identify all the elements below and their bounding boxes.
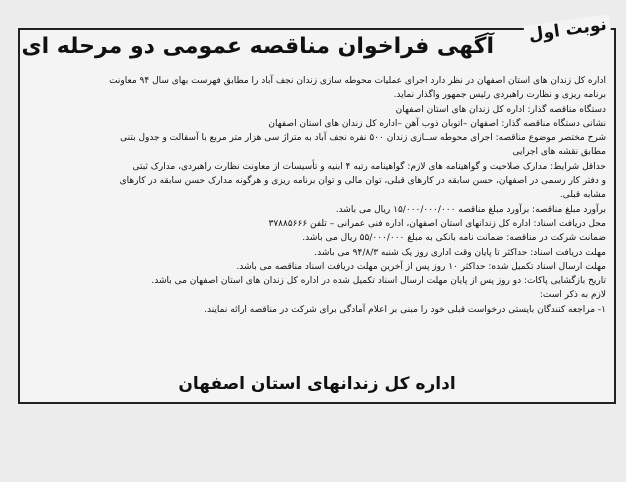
body-line: ضمانت شرکت در مناقصه: ضمانت نامه بانکی به مبلغ ۵۵/۰۰۰/۰۰۰ ریال می باشد.: [302, 233, 606, 244]
body-line: برنامه ریزی و نظارت راهبردی رئیس جمهور واگذار نماید.: [393, 90, 606, 101]
body-line: شرح مختصر موضوع مناقصه: اجرای محوطه ســازی زندان ۵۰۰ نفره نجف آباد به متراژ سی هزار متر مربع با آسفالت و جدول بتنی: [120, 133, 606, 144]
body-line: اداره کل زندان های استان اصفهان در نظر دارد اجرای عملیات محوطه سازی زندان نجف آباد را مطابق فهرست بهای سال ۹۴ معاونت: [109, 76, 606, 86]
body-line: مطابق نقشه های اجرایی: [512, 147, 606, 158]
issuer-signature: اداره کل زندانهای استان اصفهان: [178, 374, 456, 394]
announcement-body: [26, 74, 606, 317]
body-line: دستگاه مناقصه گذار: اداره کل زندان های استان اصفهان: [395, 104, 606, 115]
body-line: نشانی دستگاه مناقصه گذار: اصفهان –اتوبان ذوب آهن –اداره کل زندان های استان اصفهان: [268, 118, 606, 129]
body-line: مشابه قبلی.: [559, 190, 606, 201]
body-line: حداقل شرایط: مدارک صلاحیت و گواهینامه های لازم: گواهینامه رتبه ۴ ابنیه و تأسیسات از معاونت نظارت راهبردی، مدارک ثبتی: [132, 161, 606, 172]
announcement-title: آگهی فراخوان مناقصه عمومی دو مرحله ای: [21, 34, 494, 59]
body-line: برآورد مبلغ مناقصه: برآورد مبلغ مناقصه ۱۵/۰۰۰/۰۰۰/۰۰۰ ریال می باشد.: [335, 204, 606, 215]
body-line: مهلت ارسال اسناد تکمیل شده: حداکثر ۱۰ روز پس از آخرین مهلت دریافت اسناد مناقصه می باشد.: [236, 261, 606, 272]
body-line: ۱- مراجعه کنندگان بایستی درخواست قبلی خود را مبنی بر اعلام آمادگی برای شرکت در مناقصه ارائه نمایند.: [204, 304, 606, 315]
notice-badge: نوبت اول: [523, 14, 611, 46]
body-line: لازم به ذکر است:: [539, 290, 606, 301]
body-line: تاریخ بازگشایی پاکات: دو روز پس از پایان مهلت ارسال اسناد تکمیل شده در اداره کل زندان های استان اصفهان می باشد.: [151, 276, 606, 287]
body-line: و دفتر کار رسمی در اصفهان، حسن سابقه در کارهای قبلی، توان مالی و توان برنامه ریزی و هرگونه مدارک حسن سابقه در کارهای: [119, 176, 606, 187]
body-line: محل دریافت اسناد: اداره کل زندانهای استان اصفهان، اداره فنی عمرانی – تلفن ۳۷۸۸۵۶۶۶: [268, 218, 606, 229]
body-line: مهلت دریافت اسناد: حداکثر تا پایان وقت اداری روز یک شنبه ۹۴/۸/۳ می باشد.: [314, 247, 606, 258]
announcement-frame: [18, 14, 616, 404]
